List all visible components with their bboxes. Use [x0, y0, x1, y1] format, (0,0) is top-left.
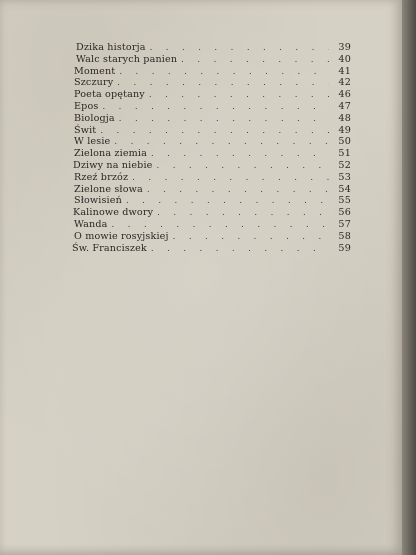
toc-entry-title: Kalinowe dwory: [73, 207, 154, 219]
toc-entry-page: 54: [338, 183, 351, 195]
toc-leader-dots: [157, 161, 329, 173]
toc-entry-page: 57: [338, 218, 351, 230]
toc-entry: [74, 125, 351, 137]
toc-entry: [76, 42, 351, 54]
toc-entry: [74, 172, 351, 184]
toc-entry: [74, 113, 351, 125]
toc-entry: [74, 136, 351, 148]
toc-leader-dots: [151, 244, 329, 256]
toc-entry-title: Poeta opętany: [74, 89, 145, 101]
toc-entry-title: Biologja: [74, 112, 115, 124]
toc-entry: [74, 148, 351, 160]
toc-entry-title: O mowie rosyjskiej: [74, 230, 169, 242]
toc-entry-title: Rzeź brzóz: [74, 171, 129, 183]
toc-entry-title: Zielona ziemia: [74, 148, 147, 160]
toc-leader-dots: [119, 67, 329, 79]
toc-entry-title: W lesie: [74, 136, 111, 148]
toc-entry-title: Zielone słowa: [74, 183, 143, 195]
toc-leader-dots: [117, 78, 329, 90]
toc-entry-title: Dzika historja: [76, 42, 146, 53]
toc-entry-title: Św. Franciszek: [72, 242, 147, 254]
toc-leader-dots: [157, 208, 329, 220]
toc-entry-title: Walc starych panien: [76, 53, 178, 65]
table-of-contents: [74, 42, 351, 254]
toc-entry-title: Epos: [74, 100, 99, 112]
toc-entry-page: 58: [338, 230, 351, 242]
toc-entry-page: 47: [338, 100, 351, 112]
toc-entry-title: Dziwy na niebie: [73, 159, 153, 171]
toc-entry-title: Słowisień: [74, 195, 122, 207]
toc-entry-page: 55: [338, 195, 351, 207]
toc-entry-title: Wanda: [74, 218, 108, 230]
toc-entry-page: 39: [338, 42, 351, 53]
toc-entry-page: 59: [338, 242, 351, 254]
toc-leader-dots: [151, 149, 329, 161]
toc-leader-dots: [119, 114, 329, 126]
toc-entry-page: 42: [338, 77, 351, 89]
toc-entry: [74, 184, 351, 196]
toc-leader-dots: [100, 126, 329, 138]
toc-entry: [73, 207, 351, 219]
toc-entry-page: 51: [338, 148, 351, 160]
toc-entry: [74, 66, 351, 78]
toc-leader-dots: [173, 232, 329, 244]
toc-leader-dots: [102, 102, 329, 114]
toc-entry-page: 56: [338, 207, 351, 219]
toc-entry-title: Szczury: [74, 77, 114, 89]
toc-entry: [74, 101, 351, 113]
toc-entry-page: 41: [338, 65, 351, 77]
toc-entry: [73, 160, 351, 172]
toc-entry-title: Świt: [74, 124, 97, 136]
toc-entry-page: 40: [338, 53, 351, 65]
toc-entry-page: 46: [338, 89, 351, 101]
toc-entry: [74, 231, 351, 243]
toc-entry-page: 52: [338, 159, 351, 171]
toc-entry: [76, 54, 351, 66]
toc-entry-page: 48: [338, 112, 351, 124]
page-edge-shadow: [402, 0, 416, 555]
toc-entry-title: Moment: [74, 65, 116, 77]
toc-leader-dots: [132, 173, 329, 185]
toc-entry: [74, 219, 351, 231]
toc-leader-dots: [181, 55, 329, 67]
toc-leader-dots: [147, 185, 329, 197]
toc-entry: [74, 77, 351, 89]
toc-entry-page: 49: [338, 124, 351, 136]
toc-entry: [74, 195, 351, 207]
toc-entry-page: 53: [338, 171, 351, 183]
toc-entry-page: 50: [338, 136, 351, 148]
toc-entry: [74, 89, 351, 101]
toc-entry: [72, 243, 351, 255]
toc-leader-dots: [149, 90, 329, 102]
